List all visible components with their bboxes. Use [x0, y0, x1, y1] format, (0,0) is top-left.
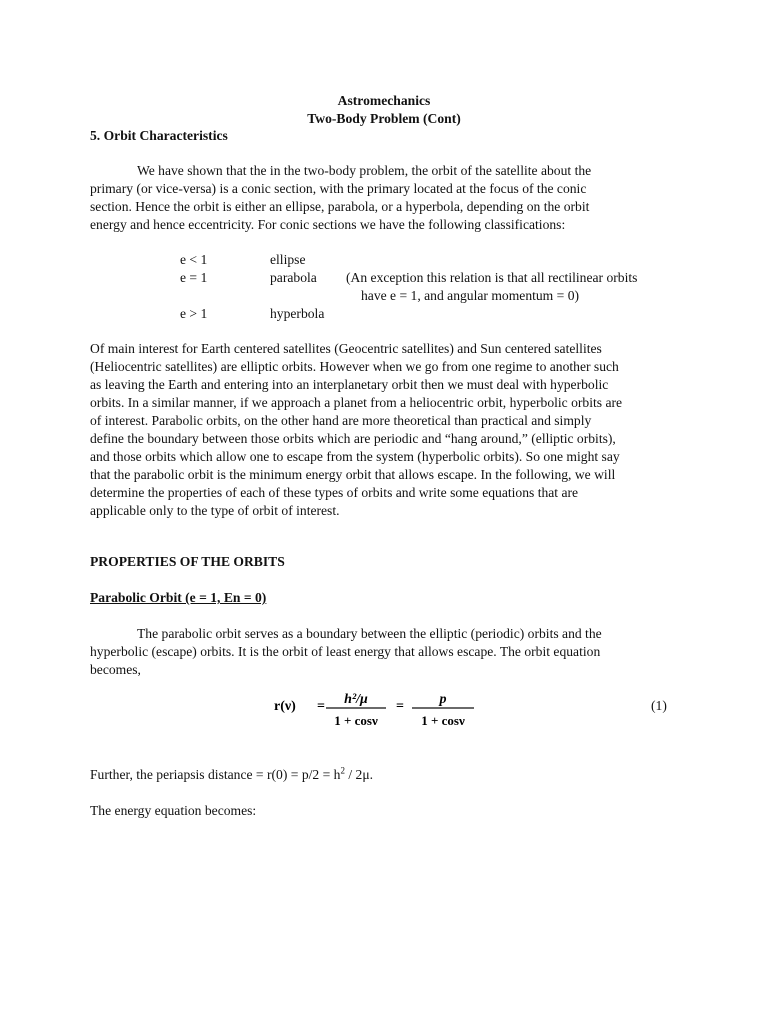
- paragraph-line: and those orbits which allow one to escape from the system (hyperbolic orbits). So one might say: [90, 449, 620, 464]
- intro-line: energy and hence eccentricity. For conic sections we have the following classifications:: [90, 217, 566, 232]
- paragraph-line: applicable only to the type of orbit of interest.: [90, 503, 340, 518]
- section-heading: 5. Orbit Characteristics: [90, 128, 228, 143]
- paragraph-line: becomes,: [90, 662, 141, 677]
- equation-denominator: 1 + cosν: [334, 713, 378, 728]
- equation-equals: =: [396, 699, 404, 714]
- paragraph-line: The parabolic orbit serves as a boundary between the elliptic (periodic) orbits and the: [137, 626, 602, 641]
- paragraph-line: determine the properties of each of these types of orbits and write some equations that are: [90, 485, 579, 500]
- paragraph-line: that the parabolic orbit is the minimum energy orbit that allows escape. In the following, we will: [90, 467, 616, 482]
- equation-denominator: 1 + cosν: [421, 713, 465, 728]
- classification-condition: e > 1: [180, 306, 208, 321]
- orbit-equation: [270, 687, 490, 731]
- periapsis-exponent: 2: [340, 765, 345, 776]
- paragraph-line: Of main interest for Earth centered satellites (Geocentric satellites) and Sun centered satellites: [90, 341, 602, 356]
- classification-type: ellipse: [270, 252, 306, 267]
- paragraph-line: of interest. Parabolic orbits, on the other hand are more theoretical than practical and simply: [90, 413, 592, 428]
- energy-equation-intro: The energy equation becomes:: [90, 803, 257, 818]
- parabolic-orbit-heading: Parabolic Orbit (e = 1, En = 0): [90, 590, 267, 605]
- equation-lhs: r(ν): [274, 699, 296, 714]
- paragraph-line: orbits. In a similar manner, if we approach a planet from a heliocentric orbit, hyperbolic orbits are: [90, 395, 623, 410]
- parabolic-paragraph: [90, 625, 672, 679]
- properties-heading: PROPERTIES OF THE ORBITS: [90, 554, 285, 569]
- main-interest-paragraph: [90, 340, 672, 520]
- intro-line: primary (or vice-versa) is a conic section, with the primary located at the focus of the conic: [90, 181, 587, 196]
- intro-line: We have shown that the in the two-body problem, the orbit of the satellite about the: [137, 163, 592, 178]
- paragraph-line: as leaving the Earth and entering into an interplanetary orbit then we must deal with hyperbolic: [90, 377, 609, 392]
- classification-note: (An exception this relation is that all rectilinear orbits: [346, 270, 638, 285]
- paragraph-line: hyperbolic (escape) orbits. It is the orbit of least energy that allows escape. The orbit equation: [90, 644, 601, 659]
- intro-line: section. Hence the orbit is either an ellipse, parabola, or a hyperbola, depending on the orbit: [90, 199, 590, 214]
- equation-number: (1): [651, 698, 667, 713]
- periapsis-text-end: / 2μ.: [344, 767, 374, 782]
- classification-type: hyperbola: [270, 306, 325, 321]
- classification-note: have e = 1, and angular momentum = 0): [361, 288, 580, 303]
- intro-paragraph: [90, 162, 672, 234]
- classification-condition: e < 1: [180, 252, 208, 267]
- document-title: Astromechanics: [337, 93, 431, 108]
- periapsis-line: [90, 766, 373, 784]
- equation-numerator: p: [439, 692, 447, 707]
- equation-equals: =: [317, 699, 325, 714]
- equation-numerator: h²/μ: [344, 692, 368, 707]
- paragraph-line: (Heliocentric satellites) are elliptic orbits. However when we go from one regime to another such: [90, 359, 619, 374]
- document-subtitle: Two-Body Problem (Cont): [307, 111, 461, 126]
- classification-condition: e = 1: [180, 270, 208, 285]
- periapsis-text: Further, the periapsis distance = r(0) = p/2 = h: [90, 767, 341, 782]
- paragraph-line: define the boundary between those orbits which are periodic and “hang around,” (elliptic orbits),: [90, 431, 616, 446]
- classification-type: parabola: [270, 270, 317, 285]
